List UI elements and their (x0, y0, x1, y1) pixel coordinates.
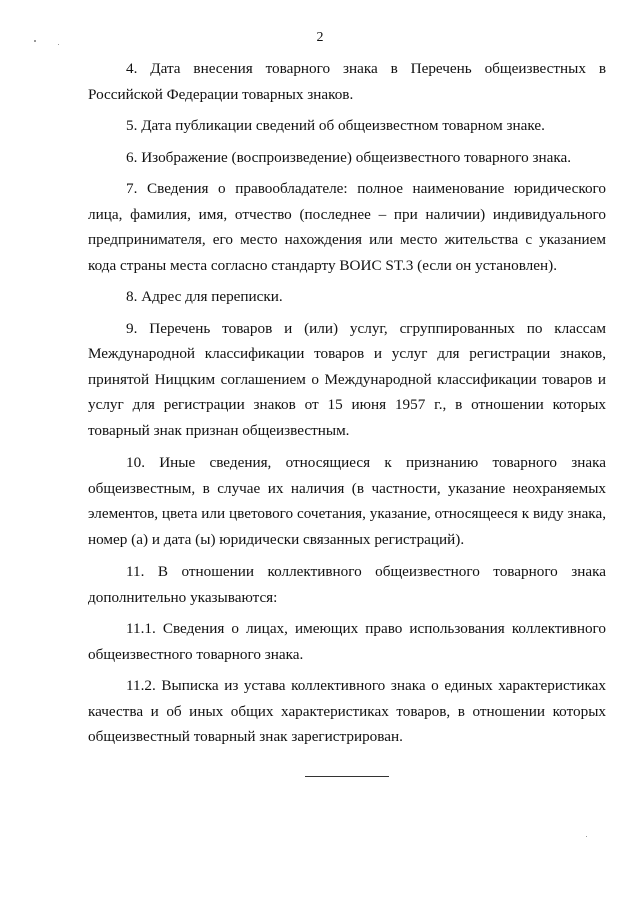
paragraph-11: 11. В отношении коллективного общеизвестного товарного знака дополнительно указываются: (88, 563, 606, 606)
paragraph-7: 7. Сведения о правообладателе: полное наименование юридического лица, фамилия, имя, отчество (последнее – при наличии) индивидуального предпринимателя, его место нахождения или место жительства с указанием кода страны места согласно стандарту ВОИС ST.3 (если он установлен). (88, 180, 606, 274)
end-of-text-divider (305, 776, 389, 777)
scan-speck (34, 40, 36, 42)
paragraph-10: 10. Иные сведения, относящиеся к признанию товарного знака общеизвестным, в случае их наличия (в частности, указание неохраняемых элементов, цвета или цветового сочетания, указание, относящееся к виду знака, номер (а) и дата (ы) юридически связанных регистраций). (88, 454, 606, 548)
paragraph-11-1: 11.1. Сведения о лицах, имеющих право использования коллективного общеизвестного товарного знака. (88, 620, 606, 663)
paragraph-11-2: 11.2. Выписка из устава коллективного знака о единых характеристиках качества и об иных общих характеристиках товаров, в отношении которых общеизвестный товарный знак зарегистрирован. (88, 677, 606, 745)
scan-speck (586, 836, 587, 837)
paragraph-9: 9. Перечень товаров и (или) услуг, сгруппированных по классам Международной классификации товаров и услуг для регистрации знаков, принятой Ниццким соглашением о Международной классификации товаров и услуг для регистрации знаков от 15 июня 1957 г., в отношении которых товарный знак признан общеизвестным. (88, 319, 606, 439)
paragraph-8: 8. Адрес для переписки. (126, 288, 283, 305)
document-body (88, 56, 606, 750)
paragraph-4: 4. Дата внесения товарного знака в Перечень общеизвестных в Российской Федерации товарных знаков. (88, 60, 606, 103)
paragraph-6: 6. Изображение (воспроизведение) общеизвестного товарного знака. (126, 148, 572, 166)
paragraph-5: 5. Дата публикации сведений об общеизвестном товарном знаке. (126, 117, 545, 134)
scan-speck (58, 44, 59, 45)
page-number: 2 (316, 30, 324, 45)
